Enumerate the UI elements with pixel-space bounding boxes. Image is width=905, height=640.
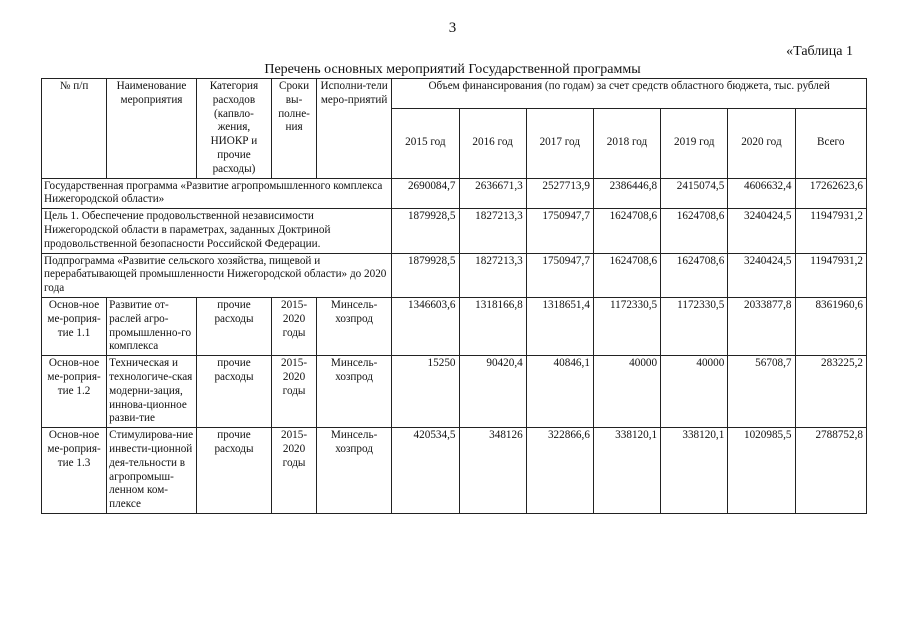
value-cell: 1172330,5	[661, 297, 728, 355]
header-num: № п/п	[42, 79, 107, 179]
header-category: Категория расходов (капвло-жения, НИОКР и прочие расходы)	[196, 79, 271, 179]
activity-row	[42, 428, 867, 514]
year-header: Всего	[795, 108, 866, 178]
activity-name: Стимулирова-ние инвести-ционной дея-тельности в агропромыш-ленном ком-плексе	[107, 428, 197, 514]
summary-label: Подпрограмма «Развитие сельского хозяйства, пищевой и перерабатывающей промышленности Нижегородской области» до 2020 года	[42, 253, 392, 297]
value-cell: 1750947,7	[526, 209, 593, 253]
table-label: «Таблица 1	[786, 44, 853, 59]
value-cell: 2033877,8	[728, 297, 795, 355]
value-cell: 283225,2	[795, 356, 866, 428]
year-header: 2015 год	[392, 108, 459, 178]
value-cell: 1624708,6	[661, 253, 728, 297]
year-header: 2016 год	[459, 108, 526, 178]
value-cell: 1879928,5	[392, 209, 459, 253]
header-row	[42, 79, 867, 109]
value-cell: 1879928,5	[392, 253, 459, 297]
header-name: Наименование мероприятия	[107, 79, 197, 179]
value-cell: 1172330,5	[593, 297, 660, 355]
value-cell: 348126	[459, 428, 526, 514]
value-cell: 56708,7	[728, 356, 795, 428]
year-header: 2020 год	[728, 108, 795, 178]
activity-name: Техническая и технологиче-ская модерни-зация, иннова-ционное разви-тие	[107, 356, 197, 428]
value-cell: 338120,1	[661, 428, 728, 514]
activity-category: прочие расходы	[196, 297, 271, 355]
year-header: 2018 год	[593, 108, 660, 178]
summary-row	[42, 178, 867, 209]
value-cell: 1346603,6	[392, 297, 459, 355]
activity-terms: 2015-2020 годы	[272, 297, 317, 355]
activities-table	[41, 78, 867, 514]
value-cell: 1624708,6	[593, 209, 660, 253]
summary-row	[42, 253, 867, 297]
activity-executor: Минсель-хозпрод	[316, 428, 391, 514]
summary-row	[42, 209, 867, 253]
value-cell: 1318651,4	[526, 297, 593, 355]
value-cell: 40000	[661, 356, 728, 428]
value-cell: 1624708,6	[661, 209, 728, 253]
activity-num: Основ-ное ме-роприя-тие 1.3	[42, 428, 107, 514]
value-cell: 11947931,2	[795, 209, 866, 253]
value-cell: 1624708,6	[593, 253, 660, 297]
activity-terms: 2015-2020 годы	[272, 356, 317, 428]
value-cell: 2636671,3	[459, 178, 526, 209]
page-number: 3	[448, 20, 457, 36]
table-title: Перечень основных мероприятий Государственной программы	[264, 62, 641, 77]
value-cell: 90420,4	[459, 356, 526, 428]
value-cell: 8361960,6	[795, 297, 866, 355]
activity-executor: Минсель-хозпрод	[316, 356, 391, 428]
activity-row	[42, 356, 867, 428]
activity-category: прочие расходы	[196, 356, 271, 428]
summary-label: Государственная программа «Развитие агропромышленного комплекса Нижегородской области»	[42, 178, 392, 209]
activity-num: Основ-ное ме-роприя-тие 1.2	[42, 356, 107, 428]
value-cell: 1750947,7	[526, 253, 593, 297]
value-cell: 2386446,8	[593, 178, 660, 209]
activity-terms: 2015-2020 годы	[272, 428, 317, 514]
activity-category: прочие расходы	[196, 428, 271, 514]
value-cell: 338120,1	[593, 428, 660, 514]
value-cell: 420534,5	[392, 428, 459, 514]
activity-executor: Минсель-хозпрод	[316, 297, 391, 355]
header-executors: Исполни-тели меро-приятий	[316, 79, 391, 179]
value-cell: 2690084,7	[392, 178, 459, 209]
value-cell: 1020985,5	[728, 428, 795, 514]
value-cell: 11947931,2	[795, 253, 866, 297]
value-cell: 40846,1	[526, 356, 593, 428]
activity-num: Основ-ное ме-роприя-тие 1.1	[42, 297, 107, 355]
activity-name: Развитие от-раслей агро-промышленно-го комплекса	[107, 297, 197, 355]
header-terms: Сроки вы-полне-ния	[272, 79, 317, 179]
value-cell: 2527713,9	[526, 178, 593, 209]
summary-label: Цель 1. Обеспечение продовольственной независимости Нижегородской области в параметрах, заданных Доктриной продовольственной безопасности Российской Федерации.	[42, 209, 392, 253]
value-cell: 3240424,5	[728, 209, 795, 253]
header-funding: Объем финансирования (по годам) за счет средств областного бюджета, тыс. рублей	[392, 79, 867, 109]
year-header: 2017 год	[526, 108, 593, 178]
value-cell: 15250	[392, 356, 459, 428]
value-cell: 1827213,3	[459, 253, 526, 297]
year-header: 2019 год	[661, 108, 728, 178]
value-cell: 1827213,3	[459, 209, 526, 253]
value-cell: 1318166,8	[459, 297, 526, 355]
value-cell: 2788752,8	[795, 428, 866, 514]
value-cell: 3240424,5	[728, 253, 795, 297]
value-cell: 2415074,5	[661, 178, 728, 209]
activity-row	[42, 297, 867, 355]
value-cell: 4606632,4	[728, 178, 795, 209]
value-cell: 17262623,6	[795, 178, 866, 209]
value-cell: 322866,6	[526, 428, 593, 514]
value-cell: 40000	[593, 356, 660, 428]
